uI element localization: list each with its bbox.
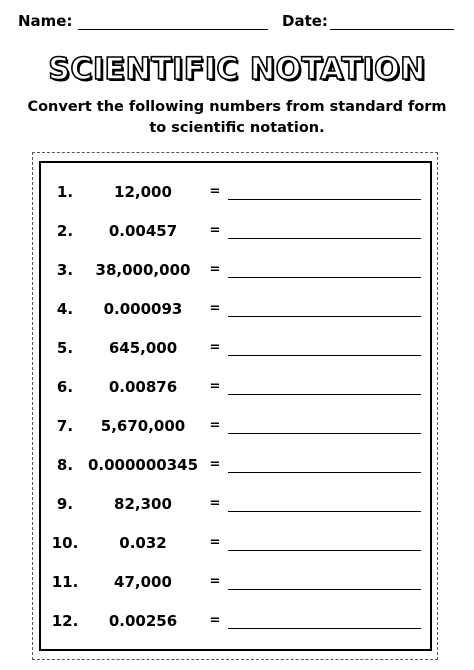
equals-sign: =: [209, 184, 221, 199]
equals-sign: =: [209, 613, 221, 628]
equals-sign: =: [209, 301, 221, 316]
problem-value: 0.00256: [108, 612, 178, 630]
answer-line[interactable]: [228, 316, 421, 317]
answer-line[interactable]: [228, 433, 421, 434]
problem-number: 4.: [56, 300, 74, 318]
problem-value: 47,000: [114, 573, 172, 591]
problem-row: [39, 490, 432, 518]
problem-row: [39, 295, 432, 323]
answer-line[interactable]: [228, 238, 421, 239]
answer-line[interactable]: [228, 394, 421, 395]
equals-sign: =: [209, 340, 221, 355]
problem-value: 38,000,000: [95, 261, 191, 279]
problem-row: [39, 451, 432, 479]
answer-line[interactable]: [228, 355, 421, 356]
problem-value: 12,000: [114, 183, 172, 201]
answer-line[interactable]: [228, 472, 421, 473]
page-title: SCIENTIFIC NOTATION: [48, 52, 426, 87]
problem-value: 0.00876: [108, 378, 178, 396]
instructions-line-1: Convert the following numbers from standard form: [27, 99, 447, 115]
problem-row: [39, 568, 432, 596]
problem-number: 2.: [56, 222, 74, 240]
problem-value: 645,000: [108, 339, 178, 357]
problem-number: 1.: [56, 183, 74, 201]
problem-row: [39, 529, 432, 557]
answer-line[interactable]: [228, 589, 421, 590]
problem-value: 0.000093: [103, 300, 183, 318]
problem-number: 6.: [56, 378, 74, 396]
answer-line[interactable]: [228, 199, 421, 200]
equals-sign: =: [209, 262, 221, 277]
problem-row: [39, 373, 432, 401]
problem-row: [39, 412, 432, 440]
instructions-line-2: to scientific notation.: [149, 120, 325, 136]
problem-number: 9.: [56, 495, 74, 513]
equals-sign: =: [209, 418, 221, 433]
date-field[interactable]: [330, 29, 454, 30]
problem-value: 82,300: [114, 495, 172, 513]
problem-number: 8.: [56, 456, 74, 474]
equals-sign: =: [209, 496, 221, 511]
equals-sign: =: [209, 457, 221, 472]
problem-number: 5.: [56, 339, 74, 357]
problem-row: [39, 178, 432, 206]
problem-value: 5,670,000: [100, 417, 186, 435]
problem-row: [39, 256, 432, 284]
problem-value: 0.000000345: [87, 456, 199, 474]
answer-line[interactable]: [228, 277, 421, 278]
equals-sign: =: [209, 379, 221, 394]
problem-number: 11.: [51, 573, 79, 591]
problem-row: [39, 217, 432, 245]
equals-sign: =: [209, 223, 221, 238]
problem-number: 10.: [51, 534, 79, 552]
date-label: Date:: [282, 12, 328, 30]
answer-line[interactable]: [228, 511, 421, 512]
problem-value: 0.00457: [108, 222, 178, 240]
answer-line[interactable]: [228, 628, 421, 629]
equals-sign: =: [209, 535, 221, 550]
name-field[interactable]: [78, 29, 268, 30]
problem-row: [39, 334, 432, 362]
problem-number: 12.: [51, 612, 79, 630]
name-label: Name:: [18, 12, 73, 30]
worksheet-header: [0, 10, 474, 34]
answer-line[interactable]: [228, 550, 421, 551]
problem-row: [39, 607, 432, 635]
equals-sign: =: [209, 574, 221, 589]
problem-number: 7.: [56, 417, 74, 435]
instructions: [0, 97, 474, 139]
problem-number: 3.: [56, 261, 74, 279]
problem-value: 0.032: [119, 534, 167, 552]
